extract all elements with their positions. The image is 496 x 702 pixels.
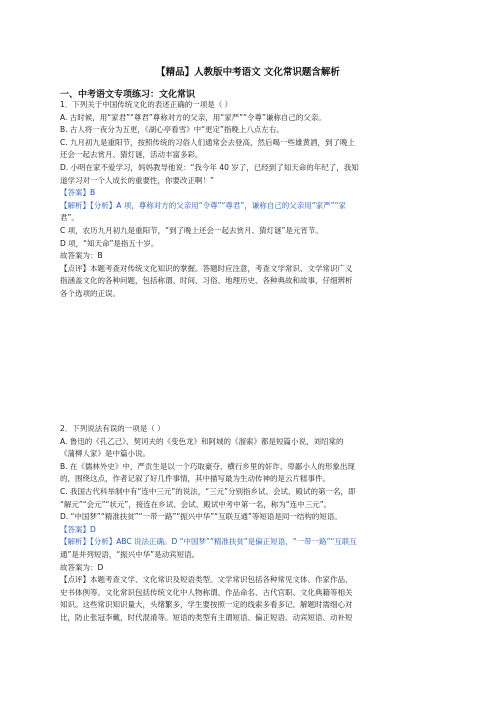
section-heading: 一、中考语文专项练习：文化常识: [60, 90, 196, 100]
option-line: A. 鲁迅的《孔乙己》、契诃夫的《变色龙》和阿城的《溜索》都是短篇小说，刘绍棠的: [60, 436, 344, 446]
analysis-line: C 项，农历九月初九是重阳节，“到了晚上还会一起去赏月、猜灯谜”是元宵节。: [60, 225, 323, 235]
comment-line: 各个选项的正误。: [60, 288, 120, 298]
analysis-line: 【解析】【分析】A 项，尊称对方的父亲用“令尊”“尊君”，谦称自己的父亲用“家严”“家: [60, 200, 346, 210]
option-line: C. 我国古代科举制中有“连中三元”的说法，“三元”分别指乡试、会试、殿试的第一名，即: [60, 486, 356, 496]
comment-line: 史书体例等。文化常识包括传统文化中人物称谓、作品命名、古代官职、文化典籍等相关: [60, 587, 353, 597]
question-stem: 1．下列关于中国传统文化的表述正确的一项是（ ）: [60, 100, 233, 109]
comment-line: 知识。这些常识知识量大，头绪繁多，学生要按照一定的线索多看多记。解题时需细心对: [60, 600, 353, 610]
option-line: C. 九月初九是重阳节，按照传统的习俗人们通常会去登高，然后喝一些雄黄酒，到了晚上: [60, 137, 356, 147]
option-line: 的，围绕这点，作者记叙了好几件事情，其中描写最为生动传神的是云片糕事件。: [60, 474, 330, 484]
option-line: B. 古人将一夜分为五更，《湖心亭看雪》中“更定”指晚上八点左右。: [60, 125, 284, 135]
analysis-line: 【解析】【分析】ABC 说法正确。D “中国梦”“精准扶贫”是偏正短语，“一带一路”“互联互: [60, 537, 357, 547]
answer-line: 【答案】B: [60, 188, 96, 198]
question-1: [60, 99, 446, 301]
document-title: 【精品】人教版中考语文 文化常识题含解析: [156, 67, 340, 78]
analysis-line: 故答案为：D: [60, 562, 104, 572]
option-line: B. 在《儒林外史》中，严贡生是以一个巧取豪夺、横行乡里的奸诈、卑鄙小人的形象出现: [60, 461, 355, 471]
comment-line: 【点评】本题考查对传统文化知识的掌握。答题时应注意，考查文学常识、文学常识广义: [60, 263, 353, 273]
option-line: A. 古时候，用“家君”“尊君”尊称对方的父亲，用“家严”“令尊”谦称自己的父亲。: [60, 112, 326, 122]
analysis-line: D 项，“知天命”是指五十岁。: [60, 238, 159, 248]
comment-line: 比，防止张冠李戴，时代混淆等。短语的类型有主谓短语、偏正短语、动宾短语、动补短: [60, 612, 353, 622]
option-line: 道学习对一个人成长的重要性，你要改正啊！”: [60, 175, 214, 185]
option-line: D. “中国梦”“精准扶贫”“一带一路”“振兴中华”“互联互通”等短语是同一结构的短语。: [60, 512, 342, 522]
option-line: 《蒲柳人家》是中篇小说。: [60, 449, 150, 459]
question-2: [60, 423, 446, 625]
analysis-line: 君”。: [60, 213, 79, 223]
comment-line: 指涵盖文化的各种问题，包括称谓、时间、习俗、地理历史、各种典故和故事，仔细辨析: [60, 276, 353, 286]
comment-line: 【点评】本题考查文学、文化常识及短语类型。文学常识包括各种常见文体、作家作品、: [60, 575, 353, 585]
answer-line: 【答案】D: [60, 524, 96, 534]
option-line: “解元”“会元”“状元”，接连在乡试、会试、殿试中考中第一名，称为“连中三元”。: [60, 499, 332, 509]
question-stem: 2．下列说法有误的一项是（ ）: [60, 424, 165, 433]
analysis-line: 故答案为：B: [60, 251, 103, 261]
analysis-line: 通”是并列短语，“振兴中华”是动宾短语。: [60, 549, 200, 559]
option-line: 还会一起去赏月、猜灯谜，活动丰富多彩。: [60, 150, 203, 160]
option-line: D. 小明在家不爱学习，妈妈教导他说：“我今年 40 岁了，已经到了知天命的年纪了，我知: [60, 162, 359, 172]
